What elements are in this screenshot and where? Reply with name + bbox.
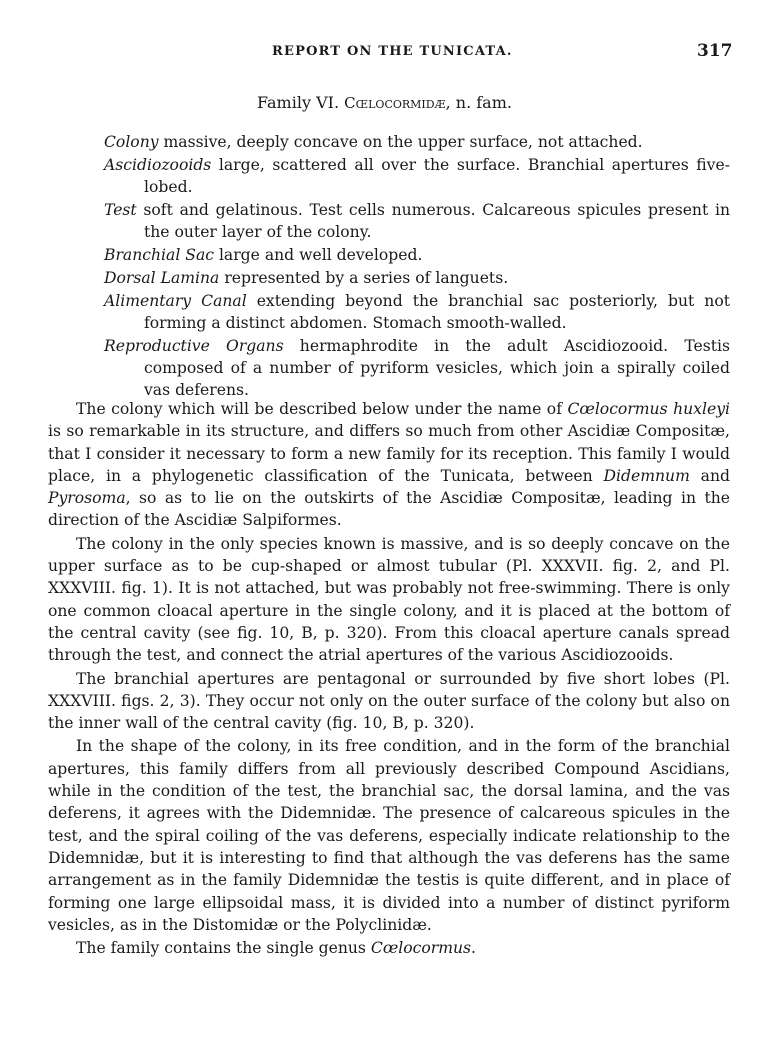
paragraph-1-text: is so remarkable in its structure, and differs so much from other Ascidiæ Compositæ, that I consider it necessary to form a new family for its reception. This family I would place, in a phylogenetic classification of the Tunicata, between <box>48 422 730 485</box>
diagnosis-text: massive, deeply concave on the upper surface, not attached. <box>158 133 643 151</box>
diagnosis-item-reproductive-organs <box>104 335 730 401</box>
body-text <box>48 398 730 959</box>
paragraph-5 <box>48 937 730 959</box>
species-name: Cœlocormus huxleyi <box>567 400 730 418</box>
diagnosis-term: Ascidiozooids <box>104 156 212 174</box>
diagnosis-item-ascidiozooids <box>104 154 730 198</box>
family-heading-suffix: , n. fam. <box>445 93 512 112</box>
diagnosis-term: Colony <box>104 133 159 151</box>
running-title: REPORT ON THE TUNICATA. <box>272 44 513 59</box>
genus-name-pyrosoma: Pyrosoma <box>48 489 126 508</box>
paragraph-1-text: , so as to lie on the outskirts of the Ascidiæ Compositæ, leading in the direction of the Ascidiæ Salpiformes. <box>48 489 730 530</box>
paragraph-4: In the shape of the colony, in its free condition, and in the form of the branchial apertures, this family differs from all previously described Compound Ascidians, while in the condition of the test, the branchial sac, the dorsal lamina, and the vas deferens, it agrees with the Didemnidæ. The presence of calcareous spicules in the test, and the spiral coiling of the vas deferens, especially indicate relationship to the Didemnidæ, but it is interesting to find that although the vas deferens has the same arrangement as in the family Didemnidæ the testis is quite different, and in place of forming one large ellipsoidal mass, it is divided into a number of distinct pyriform vesicles, as in the Distomidæ or the Polyclinidæ. <box>48 737 730 934</box>
paragraph-1-text: The colony which will be described below under the name of <box>76 400 568 418</box>
family-heading-prefix: Family VI. <box>257 93 345 112</box>
diagnosis-text: large and well developed. <box>213 246 423 264</box>
paragraph-2: The colony in the only species known is massive, and is so deeply concave on the upper surface as to be cup-shaped or almost tubular (Pl. XXXVII. fig. 2, and Pl. XXXVIII. fig. 1). It is not attached, but was probably not free-swimming. There is only one common cloacal aperture in the single colony, and it is placed at the bottom of the central cavity (see fig. 10, B, p. 320). From this cloacal aperture canals spread through the test, and connect the atrial apertures of the various Ascidiozooids. <box>48 534 730 665</box>
paragraph-1-text: and <box>689 466 730 485</box>
paragraph-5-text: . <box>471 939 476 958</box>
page-header <box>0 41 776 68</box>
diagnosis-item-test <box>104 199 730 243</box>
diagnosis-item-colony <box>104 131 730 153</box>
family-name: Cœlocormidæ <box>344 94 446 112</box>
genus-name-coelocormus: Cœlocormus <box>370 939 472 958</box>
diagnosis-term: Alimentary Canal <box>104 292 247 310</box>
diagnosis-text: extending beyond the branchial sac posteriorly, but not forming a distinct abdomen. Stomach smooth-walled. <box>144 292 730 332</box>
diagnosis-item-dorsal-lamina <box>104 267 730 289</box>
family-diagnosis <box>104 131 730 402</box>
family-heading <box>257 93 512 112</box>
diagnosis-item-alimentary-canal <box>104 290 730 334</box>
genus-name-didemnum: Didemnum <box>603 466 690 485</box>
diagnosis-text: large, scattered all over the surface. Branchial apertures five-lobed. <box>144 156 730 196</box>
page-number: 317 <box>697 41 733 61</box>
paragraph-3: The branchial apertures are pentagonal or surrounded by five short lobes (Pl. XXXVIII. figs. 2, 3). They occur not only on the outer surface of the colony but also on the inner wall of the central cavity (fig. 10, B, p. 320). <box>48 669 730 733</box>
diagnosis-text: represented by a series of languets. <box>219 269 509 287</box>
diagnosis-text: hermaphrodite in the adult Ascidiozooid. Testis composed of a number of pyriform vesicles, which join a spirally coiled vas deferens. <box>144 337 730 399</box>
diagnosis-term: Test <box>104 201 137 219</box>
diagnosis-term: Branchial Sac <box>104 246 214 264</box>
diagnosis-text: soft and gelatinous. Test cells numerous. Calcareous spicules present in the outer layer of the colony. <box>136 201 730 241</box>
diagnosis-term: Reproductive Organs <box>104 337 284 355</box>
diagnosis-term: Dorsal Lamina <box>104 269 220 287</box>
paragraph-5-text: The family contains the single genus <box>76 939 371 958</box>
diagnosis-item-branchial-sac <box>104 244 730 266</box>
paragraph-1 <box>48 398 730 532</box>
